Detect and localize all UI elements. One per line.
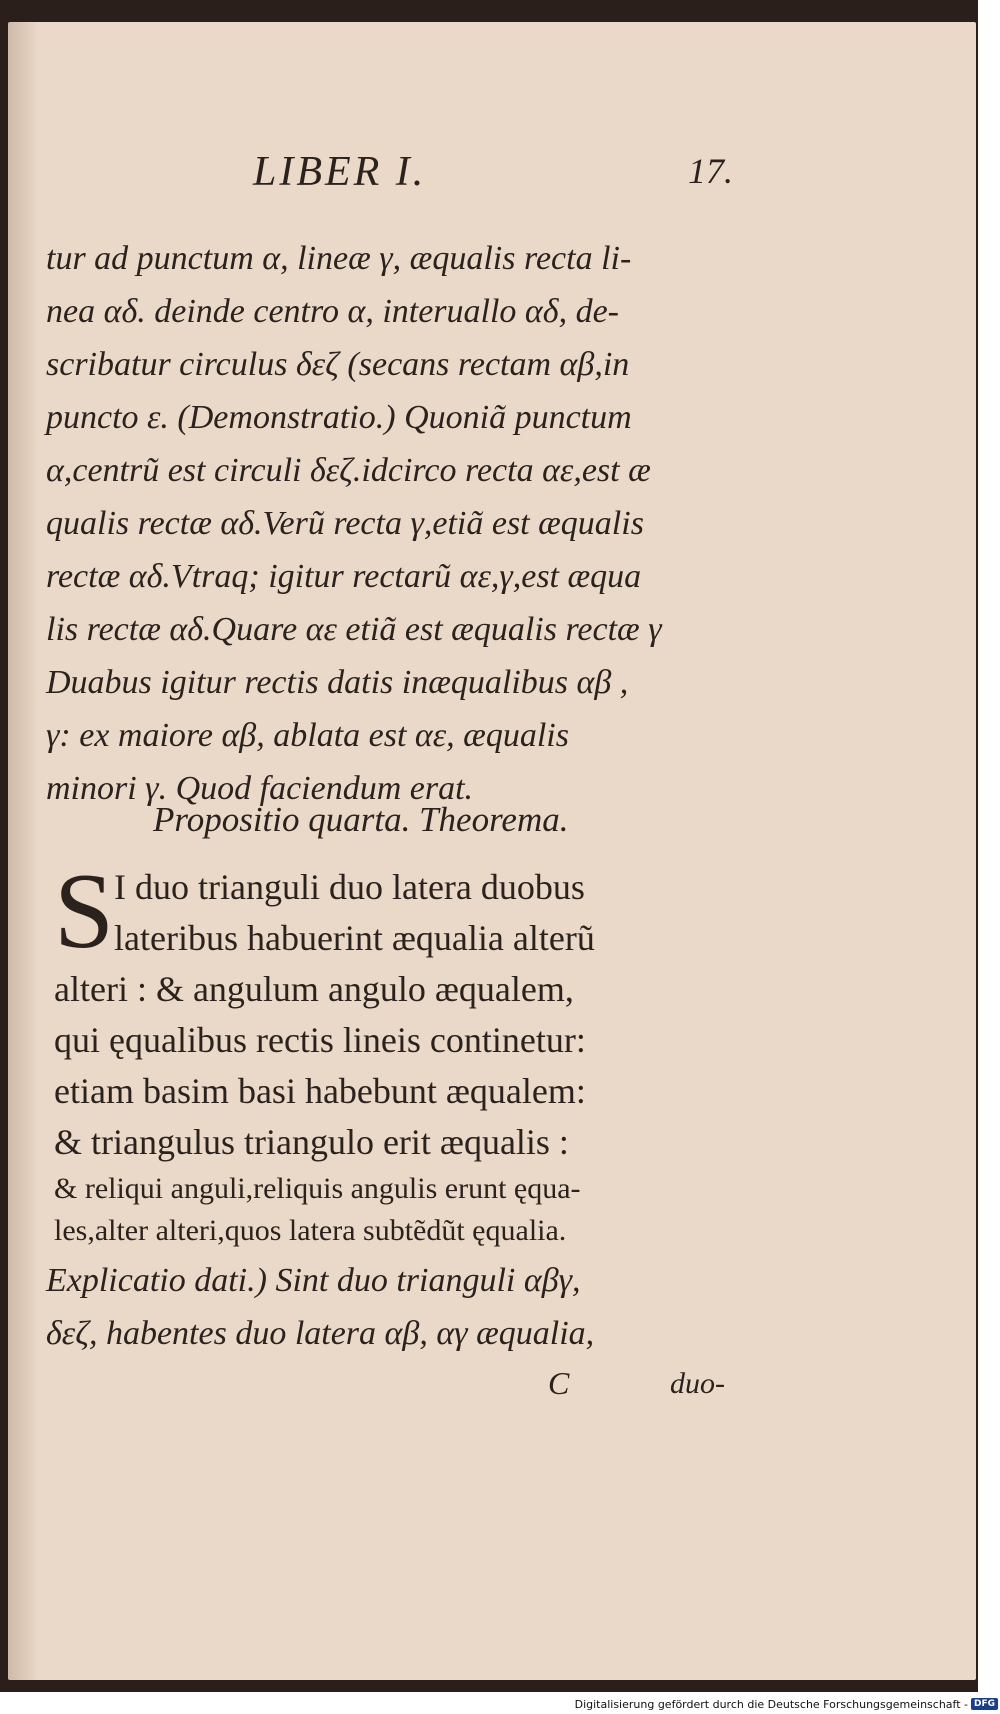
running-title: LIBER I. (253, 149, 427, 195)
proposition-line: qui ęqualibus rectis lineis continetur: (54, 1020, 586, 1060)
text-line: Explicatio dati.) Sint duo trianguli αβγ, (46, 1262, 581, 1299)
proposition-line: etiam basim basi habebunt æqualem: (54, 1071, 586, 1111)
proposition-line: I duo trianguli duo latera duobus (114, 867, 585, 907)
text-line: nea αδ. deinde centro α, interuallo αδ, de- (46, 293, 619, 330)
proposition-line: & triangulus triangulo erit æqualis : (54, 1122, 569, 1162)
proposition-line: & reliqui anguli,reliquis angulis erunt ęqua- (54, 1172, 581, 1205)
text-block-2 (46, 1254, 756, 1360)
drop-cap: S (54, 852, 115, 971)
text-line: lis rectæ αδ.Quare αε etiã est æqualis rectæ γ (46, 611, 662, 648)
text-line: qualis rectæ αδ.Verũ recta γ,etiã est æqualis (46, 505, 644, 542)
text-block-1 (46, 232, 756, 815)
text-line: γ: ex maiore αβ, ablata est αε, æqualis (46, 717, 569, 754)
page-header (253, 140, 733, 200)
gutter-shadow (8, 22, 38, 1680)
signature-mark: C (548, 1365, 570, 1401)
text-line: minori γ. Quod faciendum erat. (46, 770, 474, 807)
dfg-logo: DFG (971, 1698, 998, 1710)
text-line: rectæ αδ.Vtraq; igitur rectarũ αε,γ,est æqua (46, 558, 642, 595)
proposition-line: les,alter alteri,quos latera subtẽdũt ęqualia. (54, 1214, 567, 1247)
text-line: α,centrũ est circuli δεζ.idcirco recta αε,est æ (46, 452, 651, 489)
text-line: scribatur circulus δεζ (secans rectam αβ,in (46, 346, 630, 383)
book-page (8, 22, 976, 1680)
text-line: puncto ε. (Demonstratio.) Quoniã punctum (46, 399, 632, 436)
credit-text: Digitalisierung gefördert durch die Deutsche Forschungsgemeinschaft - (574, 1697, 968, 1711)
proposition-line: alteri : & angulum angulo æqualem, (54, 969, 574, 1009)
text-line: Duabus igitur rectis datis inæqualibus αβ , (46, 664, 629, 701)
digitization-credit (575, 1696, 998, 1712)
page-number: 17. (688, 151, 733, 191)
proposition-heading: Propositio quarta. Theorema. (153, 800, 569, 839)
text-line: δεζ, habentes duo latera αβ, αγ æqualia, (46, 1315, 595, 1352)
proposition-text (54, 852, 754, 1252)
text-line: tur ad punctum α, lineæ γ, æqualis recta li- (46, 240, 632, 277)
catchword: duo- (670, 1367, 725, 1400)
proposition-line: lateribus habuerint æqualia alterũ (114, 918, 595, 958)
